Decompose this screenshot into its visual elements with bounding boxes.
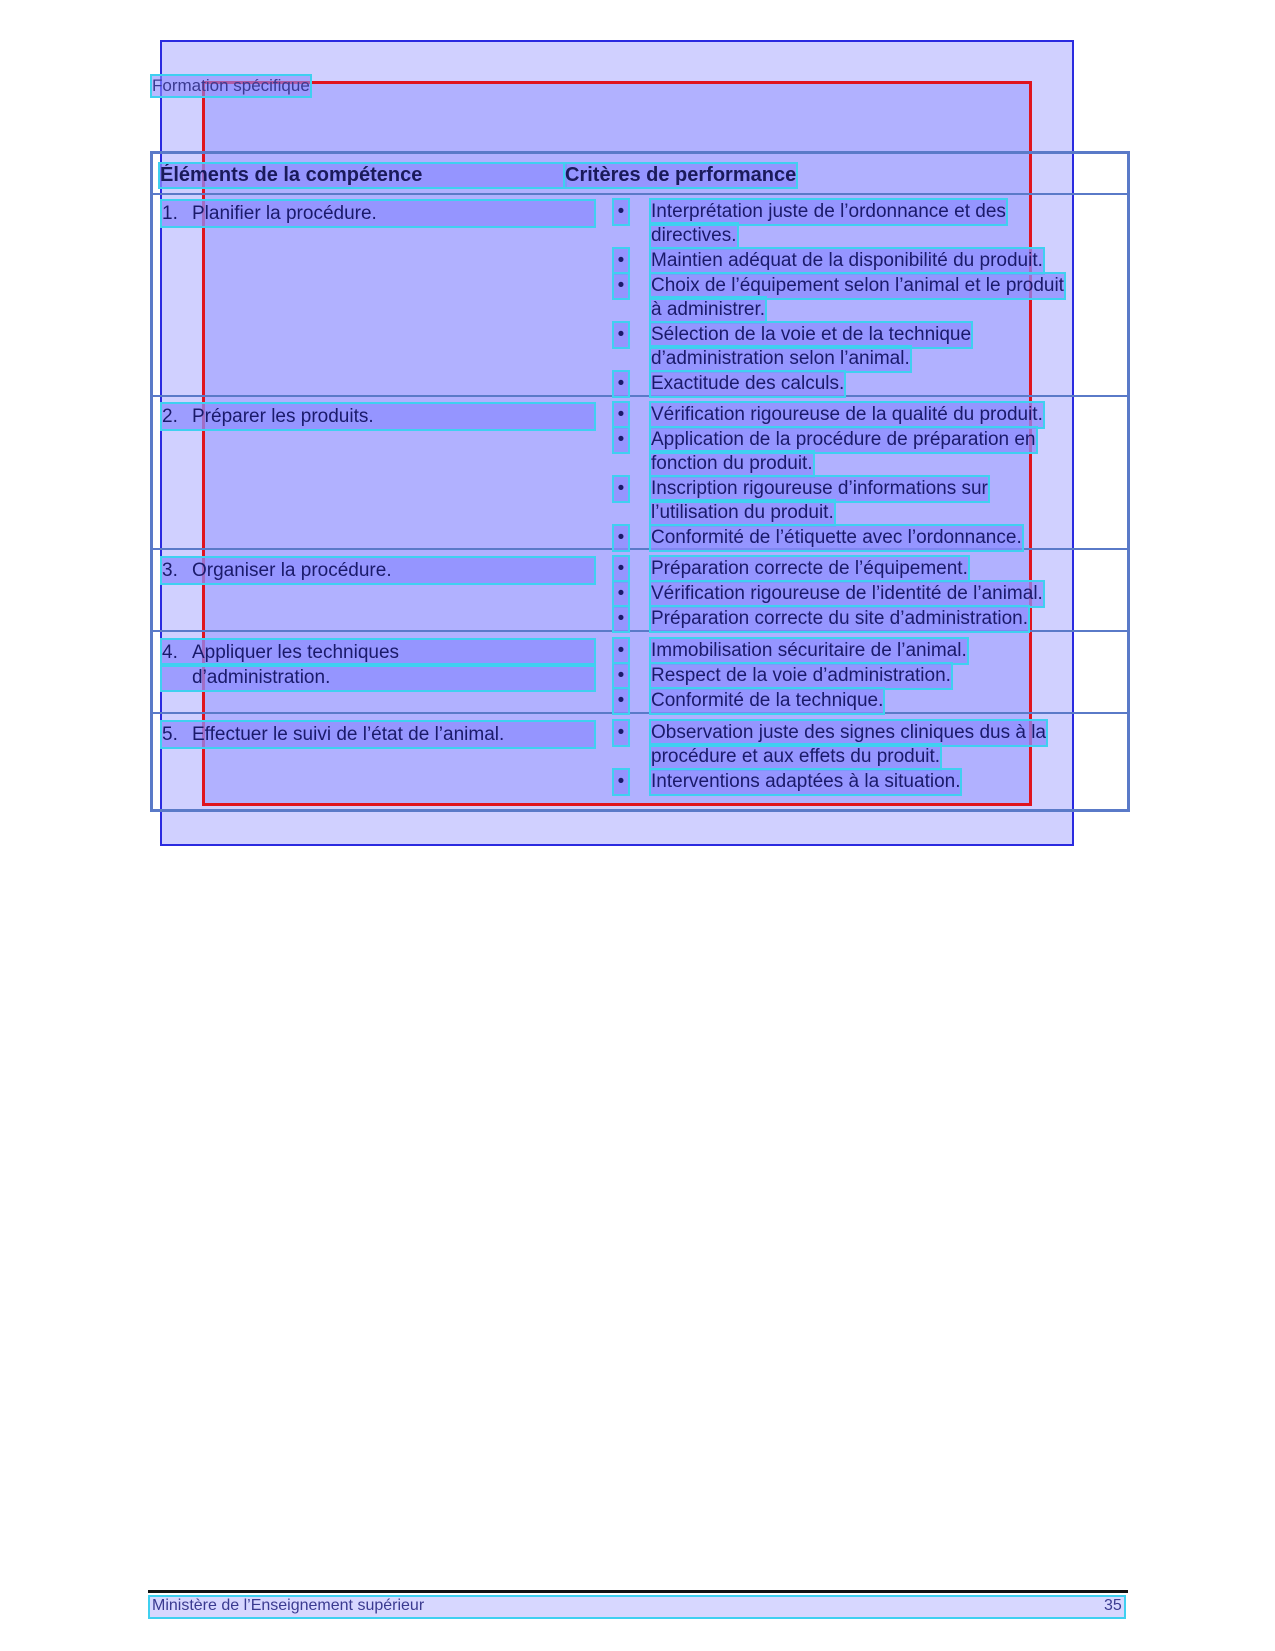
bullet-icon: • <box>614 372 628 396</box>
element-row-1 <box>162 201 572 226</box>
bullet-icon: • <box>614 526 628 550</box>
criterion-item <box>614 770 1104 794</box>
criterion-text: Application de la procédure de préparation en <box>651 429 1036 450</box>
element-number: 5. <box>162 724 178 745</box>
criterion-text: d’administration selon l’animal. <box>651 348 910 369</box>
criterion-text: Exactitude des calculs. <box>651 373 845 394</box>
bullet-icon: • <box>614 274 628 298</box>
criterion-text: Maintien adéquat de la disponibilité du produit. <box>651 250 1043 271</box>
criterion-item <box>614 323 1104 371</box>
bullet-icon: • <box>614 582 628 606</box>
criterion-item <box>614 607 1104 631</box>
bullet-icon: • <box>614 200 628 224</box>
element-row-5 <box>162 722 572 747</box>
criterion-text: Observation juste des signes cliniques dus à la <box>651 722 1047 743</box>
criterion-item <box>614 526 1104 550</box>
criterion-text: Préparation correcte du site d’administration. <box>651 608 1029 629</box>
element-row-4 <box>162 640 572 690</box>
criterion-text: procédure et aux effets du produit. <box>651 746 941 767</box>
page-number: 35 <box>1104 1597 1122 1614</box>
element-number: 3. <box>162 560 178 581</box>
bullet-icon: • <box>614 428 628 452</box>
criterion-item <box>614 689 1104 713</box>
criterion-text: Respect de la voie d’administration. <box>651 665 951 686</box>
criterion-item <box>614 428 1104 476</box>
element-number: 1. <box>162 203 178 224</box>
table-header-divider <box>150 193 1130 195</box>
criterion-text: l’utilisation du produit. <box>651 502 834 523</box>
criterion-item <box>614 582 1104 606</box>
criterion-item <box>614 664 1104 688</box>
element-text-line-2: d’administration. <box>162 665 594 690</box>
criterion-item <box>614 477 1104 525</box>
criterion-text: fonction du produit. <box>651 453 813 474</box>
element-number: 4. <box>162 642 178 663</box>
criterion-text: directives. <box>651 225 737 246</box>
criterion-text: Sélection de la voie et de la technique <box>651 324 972 345</box>
criterion-item <box>614 403 1104 427</box>
element-text: Planifier la procédure. <box>192 203 377 224</box>
criterion-text: Choix de l’équipement selon l’animal et le produit <box>651 275 1064 296</box>
criterion-text: Vérification rigoureuse de la qualité du produit. <box>651 404 1043 425</box>
criterion-text: Interventions adaptées à la situation. <box>651 771 961 792</box>
criterion-text: Immobilisation sécuritaire de l’animal. <box>651 640 967 661</box>
element-row-2 <box>162 404 572 429</box>
bullet-icon: • <box>614 770 628 794</box>
footer-rule <box>148 1590 1128 1593</box>
criterion-text: Vérification rigoureuse de l’identité de l’animal. <box>651 583 1043 604</box>
bullet-icon: • <box>614 689 628 713</box>
criterion-text: Conformité de la technique. <box>651 690 884 711</box>
element-text: Organiser la procédure. <box>192 560 392 581</box>
criterion-item <box>614 557 1104 581</box>
bullet-icon: • <box>614 639 628 663</box>
element-text: Appliquer les techniques <box>192 642 400 663</box>
column-header-criteria: Critères de performance <box>565 164 797 186</box>
bullet-icon: • <box>614 664 628 688</box>
bullet-icon: • <box>614 557 628 581</box>
criterion-item <box>614 200 1104 248</box>
criterion-item <box>614 639 1104 663</box>
bullet-icon: • <box>614 721 628 745</box>
bullet-icon: • <box>614 477 628 501</box>
element-text: Préparer les produits. <box>192 406 374 427</box>
element-row-3 <box>162 558 572 583</box>
element-text: Effectuer le suivi de l’état de l’animal. <box>192 724 505 745</box>
bullet-icon: • <box>614 323 628 347</box>
criterion-item <box>614 721 1104 769</box>
criterion-text: Interprétation juste de l’ordonnance et des <box>651 201 1006 222</box>
criterion-text: à administrer. <box>651 299 766 320</box>
column-header-elements: Éléments de la compétence <box>160 164 565 187</box>
element-number: 2. <box>162 406 178 427</box>
criterion-text: Inscription rigoureuse d’informations sur <box>651 478 988 499</box>
criterion-text: Préparation correcte de l’équipement. <box>651 558 968 579</box>
footer-ministry: Ministère de l’Enseignement supérieur <box>152 1597 425 1614</box>
bullet-icon: • <box>614 607 628 631</box>
criterion-item <box>614 249 1104 273</box>
criterion-item <box>614 274 1104 322</box>
bullet-icon: • <box>614 403 628 427</box>
criterion-text: Conformité de l’étiquette avec l’ordonnance. <box>651 527 1022 548</box>
bullet-icon: • <box>614 249 628 273</box>
page-header-title: Formation spécifique <box>152 76 310 95</box>
criterion-item <box>614 372 1104 396</box>
